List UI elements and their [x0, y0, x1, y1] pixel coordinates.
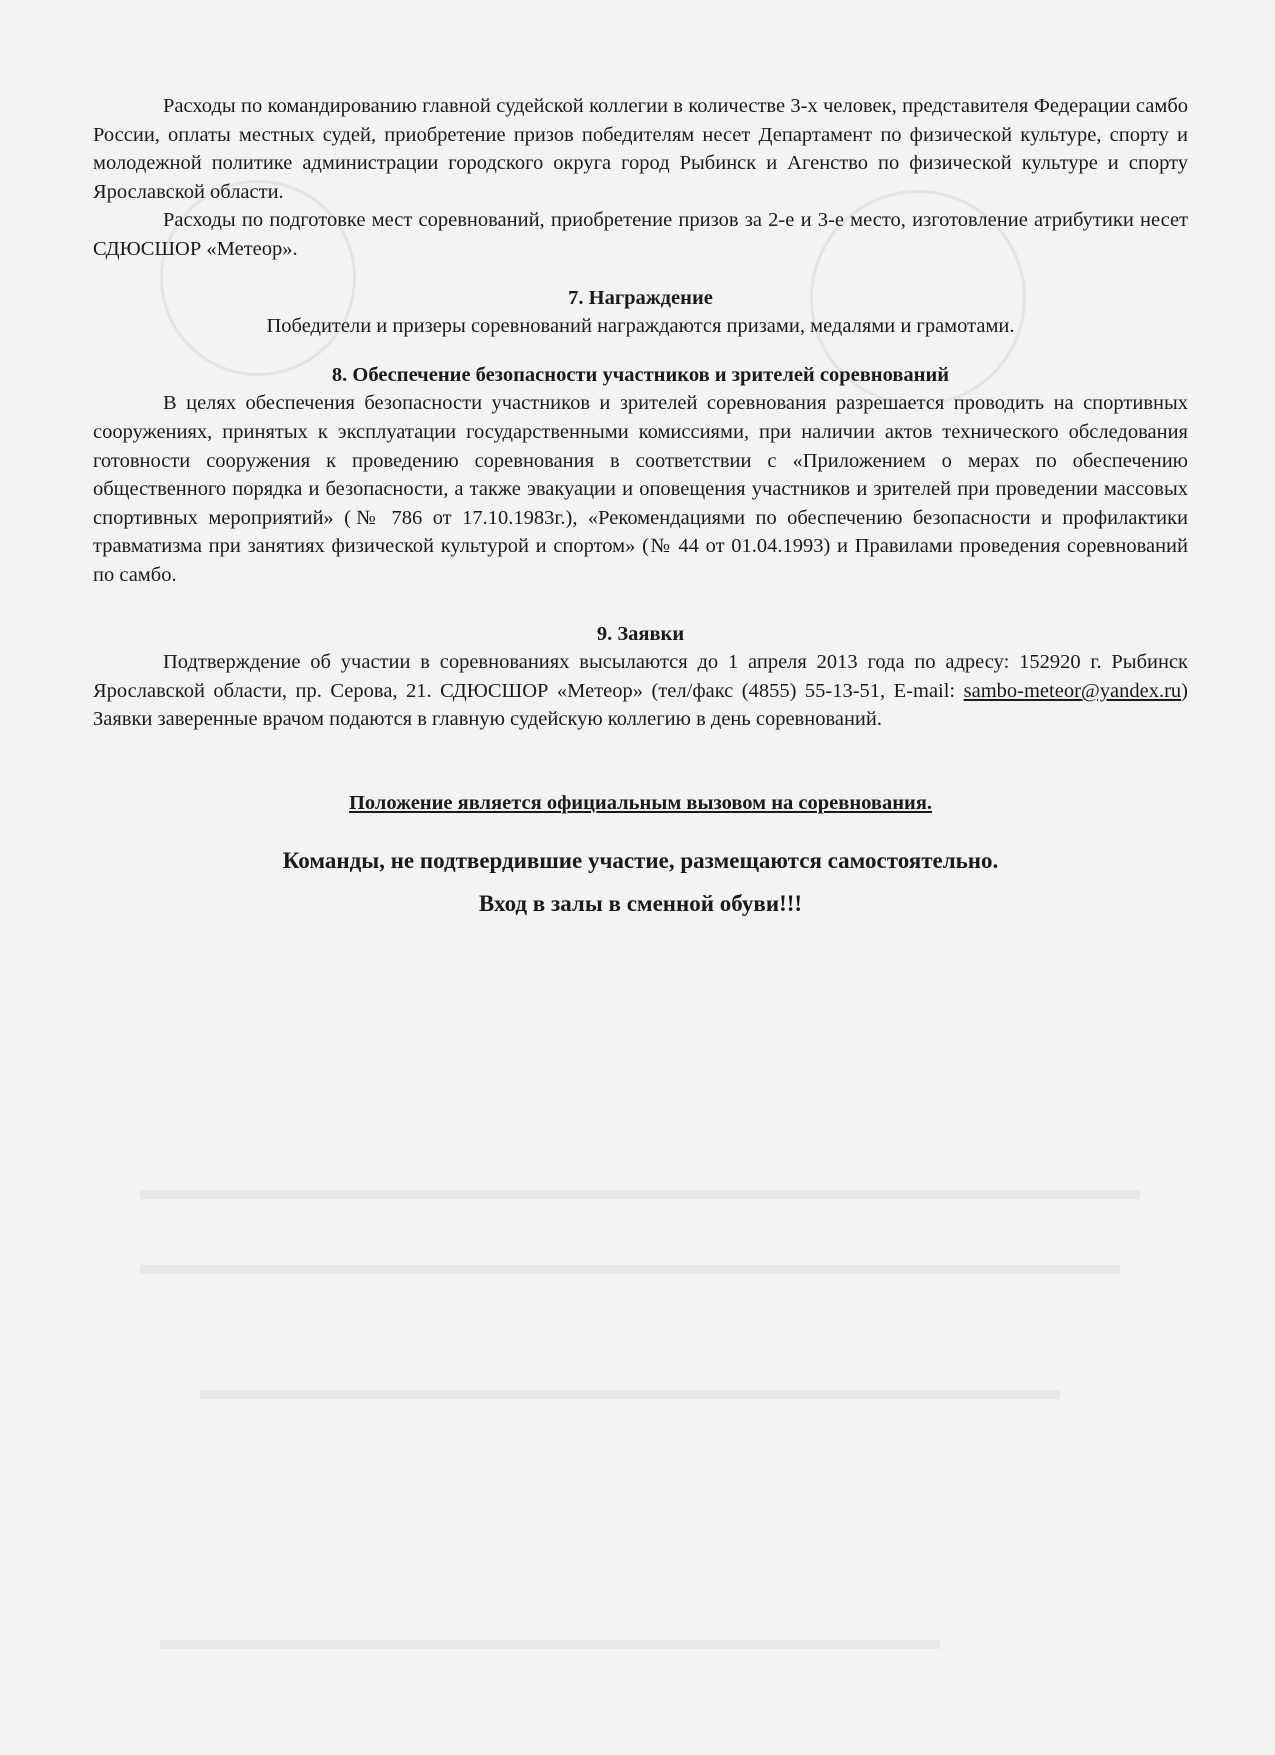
bleed-through-line [140, 1190, 1140, 1199]
shoes-notice: Вход в залы в сменной обуви!!! [478, 891, 803, 917]
bleed-through-line [140, 1265, 1120, 1274]
official-notice: Положение является официальным вызовом на соревнования. [348, 791, 933, 814]
expenses-paragraph-2: Расходы по подготовке мест соревнований, приобретение призов за 2-е и 3-е место, изготовление атрибутики несет СДЮСШОР «Метеор». [93, 209, 1188, 260]
bleed-through-line [200, 1390, 1060, 1399]
section-9-text-end: ) Заявки заверенные врачом подаются в главную судейскую коллегию в день соревнований. [93, 679, 1188, 731]
section-9-title: 9. Заявки [596, 622, 685, 645]
section-8-title: 8. Обеспечение безопасности участников и зрителей соревнований [331, 363, 950, 386]
section-9-text [93, 648, 1188, 734]
document-body [93, 92, 1188, 919]
bleed-through-line [160, 1640, 940, 1649]
section-8-text: В целях обеспечения безопасности участников и зрителей соревнования разрешается проводить на спортивных сооружениях, принятых к эксплуатации государственными комиссиями, при наличии актов технического обследования готовности сооружения к проведению соревнования в соответствии с «Приложением о мерах по обеспечению общественного порядка и безопасности, а также эвакуации и оповещения участников и зрителей при проведении массовых спортивных мероприятий» (№ 786 от 17.10.1983г.), «Рекомендациями по обеспечению безопасности и профилактики травматизма при занятиях физической культурой и спортом» (№ 44 от 01.04.1993) и Правилами проведения соревнований по самбо. [93, 392, 1188, 586]
section-9-text-start: Подтверждение об участии в соревнованиях высылаются до 1 апреля 2013 года по адресу: 152920 г. Рыбинск Ярославской области, пр. Серова, 21. СДЮСШОР «Метеор» (тел/факс (4855) 55-13-51, E-mail: [93, 651, 1188, 702]
email-link[interactable]: sambo-meteor@yandex.ru [963, 679, 1182, 702]
expenses-paragraph-1: Расходы по командированию главной судейской коллегии в количестве 3-х человек, представителя Федерации самбо России, оплаты местных судей, приобретение призов победителям несет Департамент по физической культуре, спорту и молодежной политике администрации городского округа город Рыбинск и Агенство по физической культуре и спорту Ярославской области. [93, 95, 1188, 203]
teams-notice: Команды, не подтвердившие участие, размещаются самостоятельно. [282, 848, 999, 874]
section-7-text: Победители и призеры соревнований награждаются призами, медалями и грамотами. [266, 315, 1015, 338]
section-7-title: 7. Награждение [568, 286, 713, 309]
